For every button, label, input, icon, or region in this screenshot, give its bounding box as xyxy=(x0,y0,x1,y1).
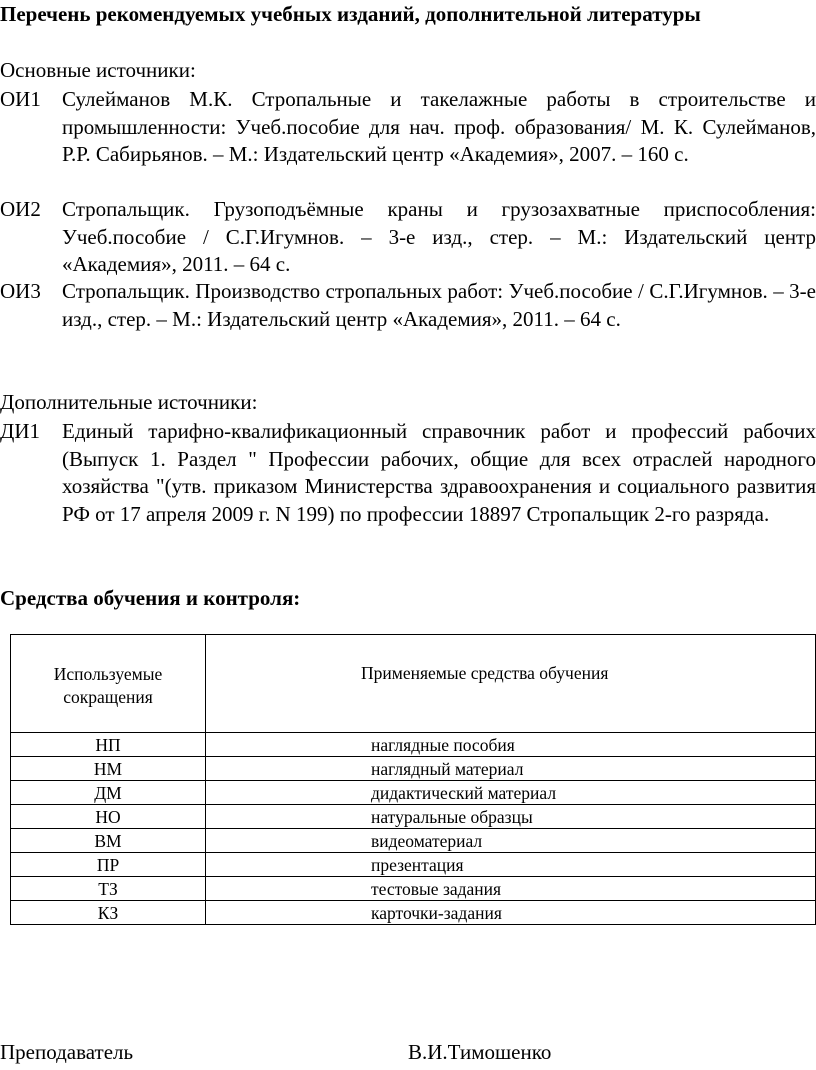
signature-role: Преподаватель xyxy=(0,1040,134,1064)
reference-text: Единый тарифно-квалификационный справочник работ и профессий рабочих (Выпуск 1. Раздел " Профессии рабочих, общие для всех отраслей народного хозяйства "(утв. приказом Министерства здравоохранения и социального развития РФ от 17 апреля 2009 г. N 199) по профессии 18897 Стропальщик 2-го разряда. xyxy=(62,419,816,526)
abbreviation-cell: ДМ xyxy=(11,781,206,805)
reference-code: ДИ1 xyxy=(0,419,40,443)
table-header-row xyxy=(11,635,816,733)
additional-sources-label: Дополнительные источники: xyxy=(0,390,258,414)
description-cell: наглядный материал xyxy=(206,757,816,781)
description-cell: наглядные пособия xyxy=(206,733,816,757)
description-cell: презентация xyxy=(206,853,816,877)
abbreviation-cell: ТЗ xyxy=(11,877,206,901)
header-abbr-line2: сокращения xyxy=(63,687,153,707)
description-cell: натуральные образцы xyxy=(206,805,816,829)
reference-item xyxy=(0,86,816,169)
reference-code: ОИ3 xyxy=(0,279,41,303)
reference-text: Стропальщик. Грузоподъёмные краны и грузозахватные приспособления: Учеб.пособие / С.Г.Игумнов. – 3-е изд., стер. – М.: Издательский центр «Академия», 2011. – 64 с. xyxy=(62,197,816,276)
page-title: Перечень рекомендуемых учебных изданий, дополнительной литературы xyxy=(0,2,701,26)
abbreviation-cell: НМ xyxy=(11,757,206,781)
reference-text: Сулейманов М.К. Стропальные и такелажные работы в строительстве и промышленности: Учеб.пособие для нач. проф. образования/ М. К. Сулейманов, Р.Р. Сабирьянов. – М.: Издательский центр «Академия», 2007. – 160 с. xyxy=(62,87,816,166)
tools-table xyxy=(10,634,816,925)
description-cell: дидактический материал xyxy=(206,781,816,805)
reference-text: Стропальщик. Производство стропальных работ: Учеб.пособие / С.Г.Игумнов. – 3-е изд., стер. – М.: Издательский центр «Академия», 2011. – 64 с. xyxy=(62,279,816,331)
abbreviation-cell: НП xyxy=(11,733,206,757)
table-row xyxy=(11,781,816,805)
table-row xyxy=(11,877,816,901)
signature-name: В.И.Тимошенко xyxy=(408,1040,552,1064)
reference-item xyxy=(0,196,816,279)
main-sources-label: Основные источники: xyxy=(0,58,196,82)
reference-code: ОИ2 xyxy=(0,197,41,221)
reference-item xyxy=(0,418,816,528)
table-row xyxy=(11,757,816,781)
description-cell: видеоматериал xyxy=(206,829,816,853)
description-cell: карточки-задания xyxy=(206,901,816,925)
abbreviation-cell: КЗ xyxy=(11,901,206,925)
tools-heading: Средства обучения и контроля: xyxy=(0,586,301,610)
header-abbr-line1: Используемые xyxy=(53,664,163,684)
reference-item xyxy=(0,278,816,333)
reference-code: ОИ1 xyxy=(0,87,41,111)
header-description: Применяемые средства обучения xyxy=(206,635,816,733)
abbreviation-cell: ПР xyxy=(11,853,206,877)
header-abbreviations xyxy=(11,635,206,733)
description-cell: тестовые задания xyxy=(206,877,816,901)
table-row xyxy=(11,733,816,757)
table-row xyxy=(11,901,816,925)
table-row xyxy=(11,805,816,829)
table-row xyxy=(11,853,816,877)
abbreviation-cell: НО xyxy=(11,805,206,829)
table-row xyxy=(11,829,816,853)
abbreviation-cell: ВМ xyxy=(11,829,206,853)
